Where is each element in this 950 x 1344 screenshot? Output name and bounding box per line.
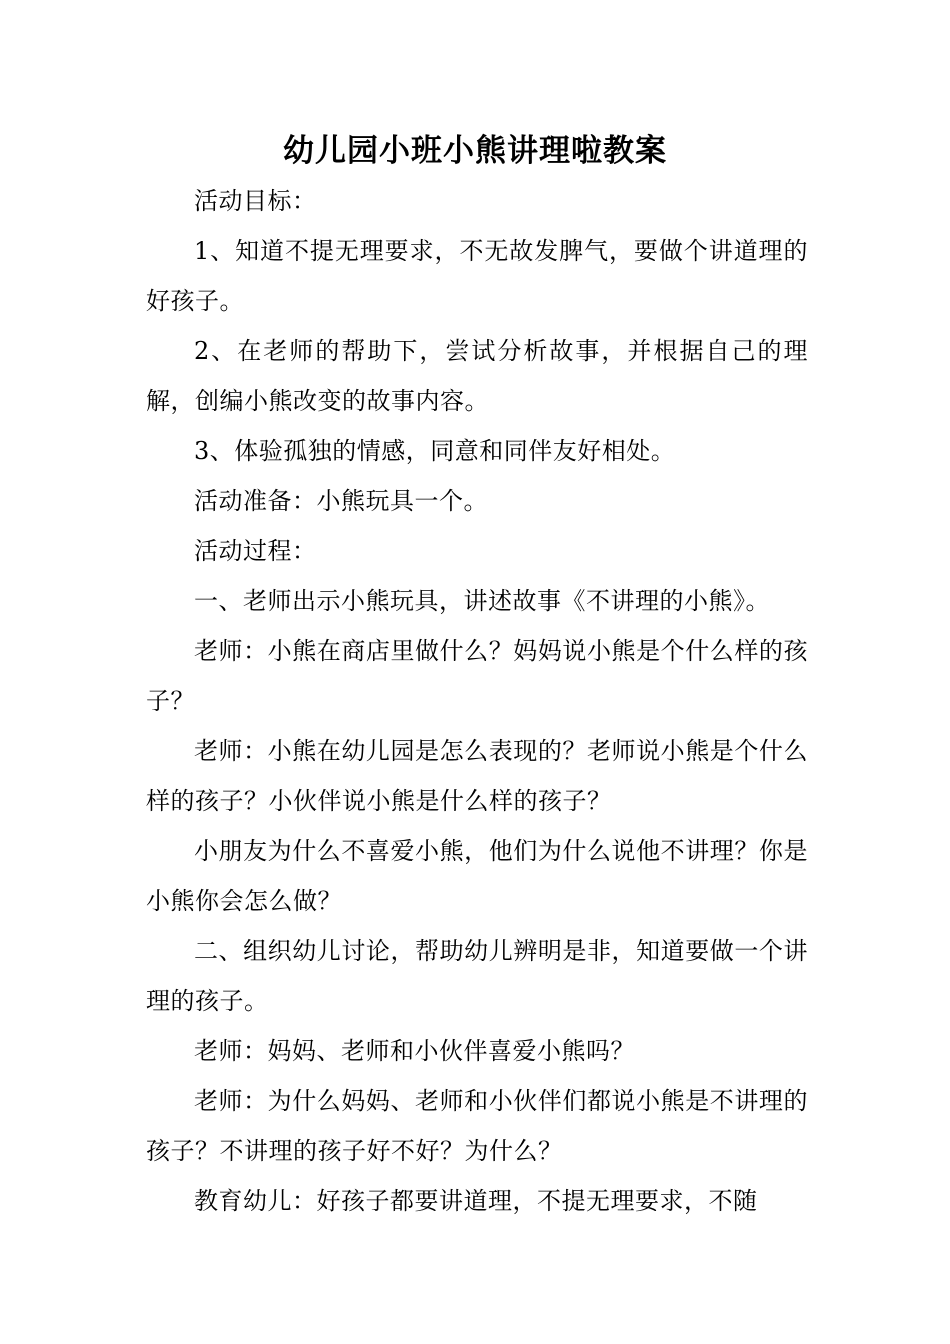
paragraph-objective-2: 2、在老师的帮助下，尝试分析故事，并根据自己的理解，创编小熊改变的故事内容。 xyxy=(146,337,808,415)
paragraph-preparation: 活动准备：小熊玩具一个。 xyxy=(194,487,488,515)
document-body xyxy=(146,176,808,1226)
paragraph-question-2: 老师：小熊在幼儿园是怎么表现的？老师说小熊是个什么样的孩子？小伙伴说小熊是什么样的孩子？ xyxy=(146,737,808,815)
paragraph-objective-3: 3、体验孤独的情感，同意和同伴友好相处。 xyxy=(194,437,676,465)
paragraph-step-1: 一、老师出示小熊玩具，讲述故事《不讲理的小熊》。 xyxy=(194,587,770,615)
paragraph-education: 教育幼儿：好孩子都要讲道理，不提无理要求，不随 xyxy=(194,1187,758,1215)
paragraph-question-5: 老师：为什么妈妈、老师和小伙伴们都说小熊是不讲理的孩子？不讲理的孩子好不好？为什么？ xyxy=(146,1087,808,1165)
paragraph-step-2: 二、组织幼儿讨论，帮助幼儿辨明是非，知道要做一个讲理的孩子。 xyxy=(146,937,808,1015)
paragraph-objective-1: 1、知道不提无理要求，不无故发脾气，要做个讲道理的好孩子。 xyxy=(146,237,808,315)
paragraph-process-heading: 活动过程： xyxy=(194,537,317,565)
paragraph-objectives-heading: 活动目标： xyxy=(194,187,317,215)
paragraph-question-1: 老师：小熊在商店里做什么？妈妈说小熊是个什么样的孩子？ xyxy=(146,637,808,715)
paragraph-question-4: 老师：妈妈、老师和小伙伴喜爱小熊吗？ xyxy=(194,1037,635,1065)
document-title: 幼儿园小班小熊讲理啦教案 xyxy=(283,133,667,169)
paragraph-question-3: 小朋友为什么不喜爱小熊，他们为什么说他不讲理？你是小熊你会怎么做？ xyxy=(146,837,808,915)
